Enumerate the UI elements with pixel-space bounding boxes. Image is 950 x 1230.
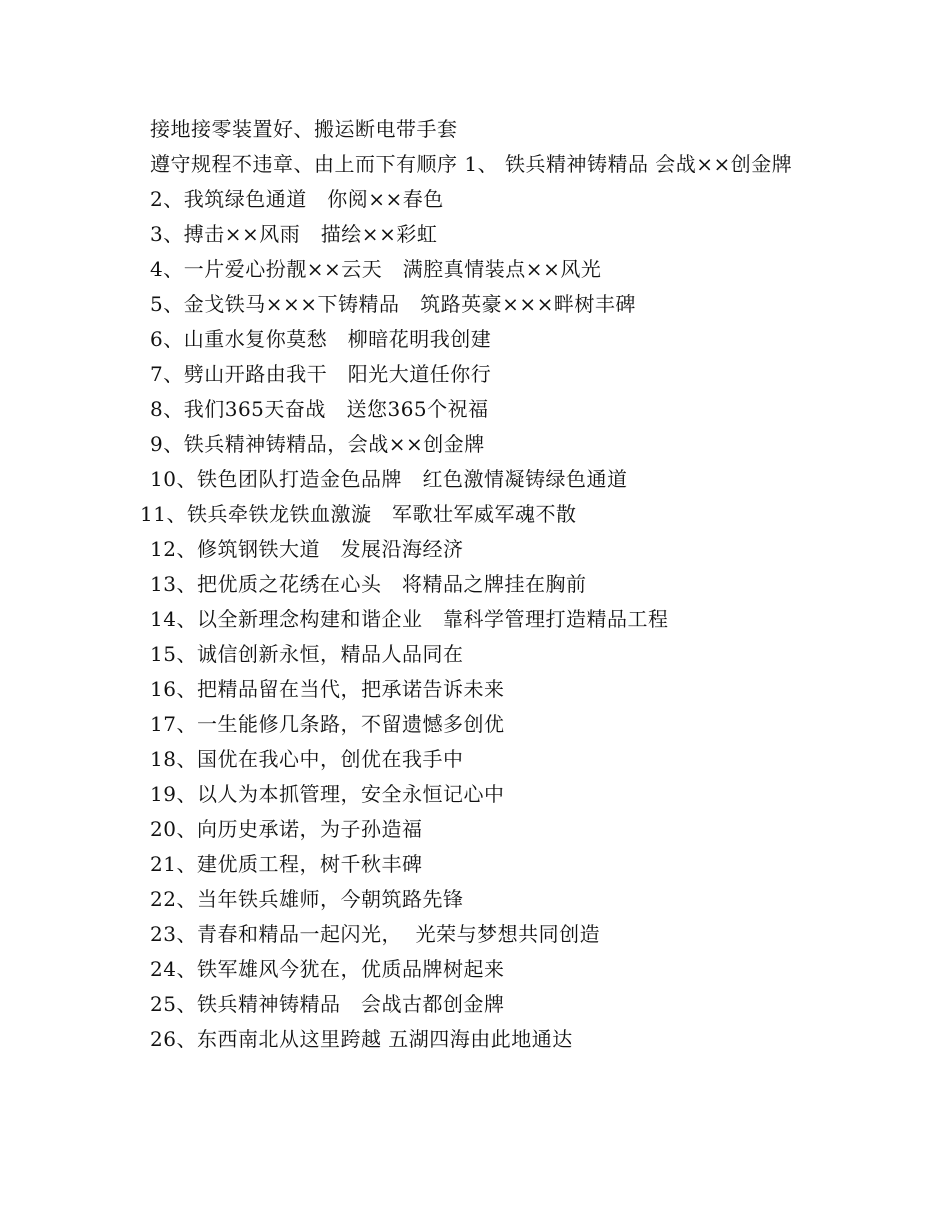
list-item: 20、向历史承诺，为子孙造福 bbox=[150, 817, 423, 841]
list-item: 4、一片爱心扮靓××云天 满腔真情装点××风光 bbox=[150, 257, 602, 281]
list-item: 18、国优在我心中，创优在我手中 bbox=[150, 747, 464, 771]
list-item: 3、搏击××风雨 描绘××彩虹 bbox=[150, 222, 438, 246]
list-item: 21、建优质工程，树千秋丰碑 bbox=[150, 852, 423, 876]
list-item: 15、诚信创新永恒，精品人品同在 bbox=[150, 642, 464, 666]
list-item: 14、以全新理念构建和谐企业 靠科学管理打造精品工程 bbox=[150, 607, 669, 631]
list-item: 6、山重水复你莫愁 柳暗花明我创建 bbox=[150, 327, 492, 351]
list-item: 17、一生能修几条路，不留遗憾多创优 bbox=[150, 712, 505, 736]
list-item: 8、我们365天奋战 送您365个祝福 bbox=[150, 397, 489, 421]
list-item: 13、把优质之花绣在心头 将精品之牌挂在胸前 bbox=[150, 572, 587, 596]
list-item: 25、铁兵精神铸精品 会战古都创金牌 bbox=[150, 992, 505, 1016]
list-item: 16、把精品留在当代，把承诺告诉未来 bbox=[150, 677, 505, 701]
list-item: 24、铁军雄风今犹在，优质品牌树起来 bbox=[150, 957, 505, 981]
list-item: 7、劈山开路由我干 阳光大道任你行 bbox=[150, 362, 492, 386]
text-line: 遵守规程不违章、由上而下有顺序 1、 铁兵精神铸精品 会战××创金牌 bbox=[150, 152, 793, 176]
list-item: 2、我筑绿色通道 你阅××春色 bbox=[150, 187, 444, 211]
text-line: 接地接零装置好、搬运断电带手套 bbox=[150, 117, 458, 141]
list-item: 22、当年铁兵雄师，今朝筑路先锋 bbox=[150, 887, 464, 911]
list-item: 19、以人为本抓管理，安全永恒记心中 bbox=[150, 782, 505, 806]
list-item: 11、铁兵牵铁龙铁血激漩 军歌壮军威军魂不散 bbox=[140, 502, 577, 526]
list-item: 12、修筑钢铁大道 发展沿海经济 bbox=[150, 537, 464, 561]
list-item: 26、东西南北从这里跨越 五湖四海由此地通达 bbox=[150, 1027, 573, 1051]
list-item: 10、铁色团队打造金色品牌 红色激情凝铸绿色通道 bbox=[150, 467, 628, 491]
list-item: 5、金戈铁马×××下铸精品 筑路英豪×××畔树丰碑 bbox=[150, 292, 636, 316]
slogan-list bbox=[140, 112, 830, 1057]
list-item: 23、青春和精品一起闪光， 光荣与梦想共同创造 bbox=[150, 922, 601, 946]
list-item: 9、铁兵精神铸精品，会战××创金牌 bbox=[150, 432, 485, 456]
